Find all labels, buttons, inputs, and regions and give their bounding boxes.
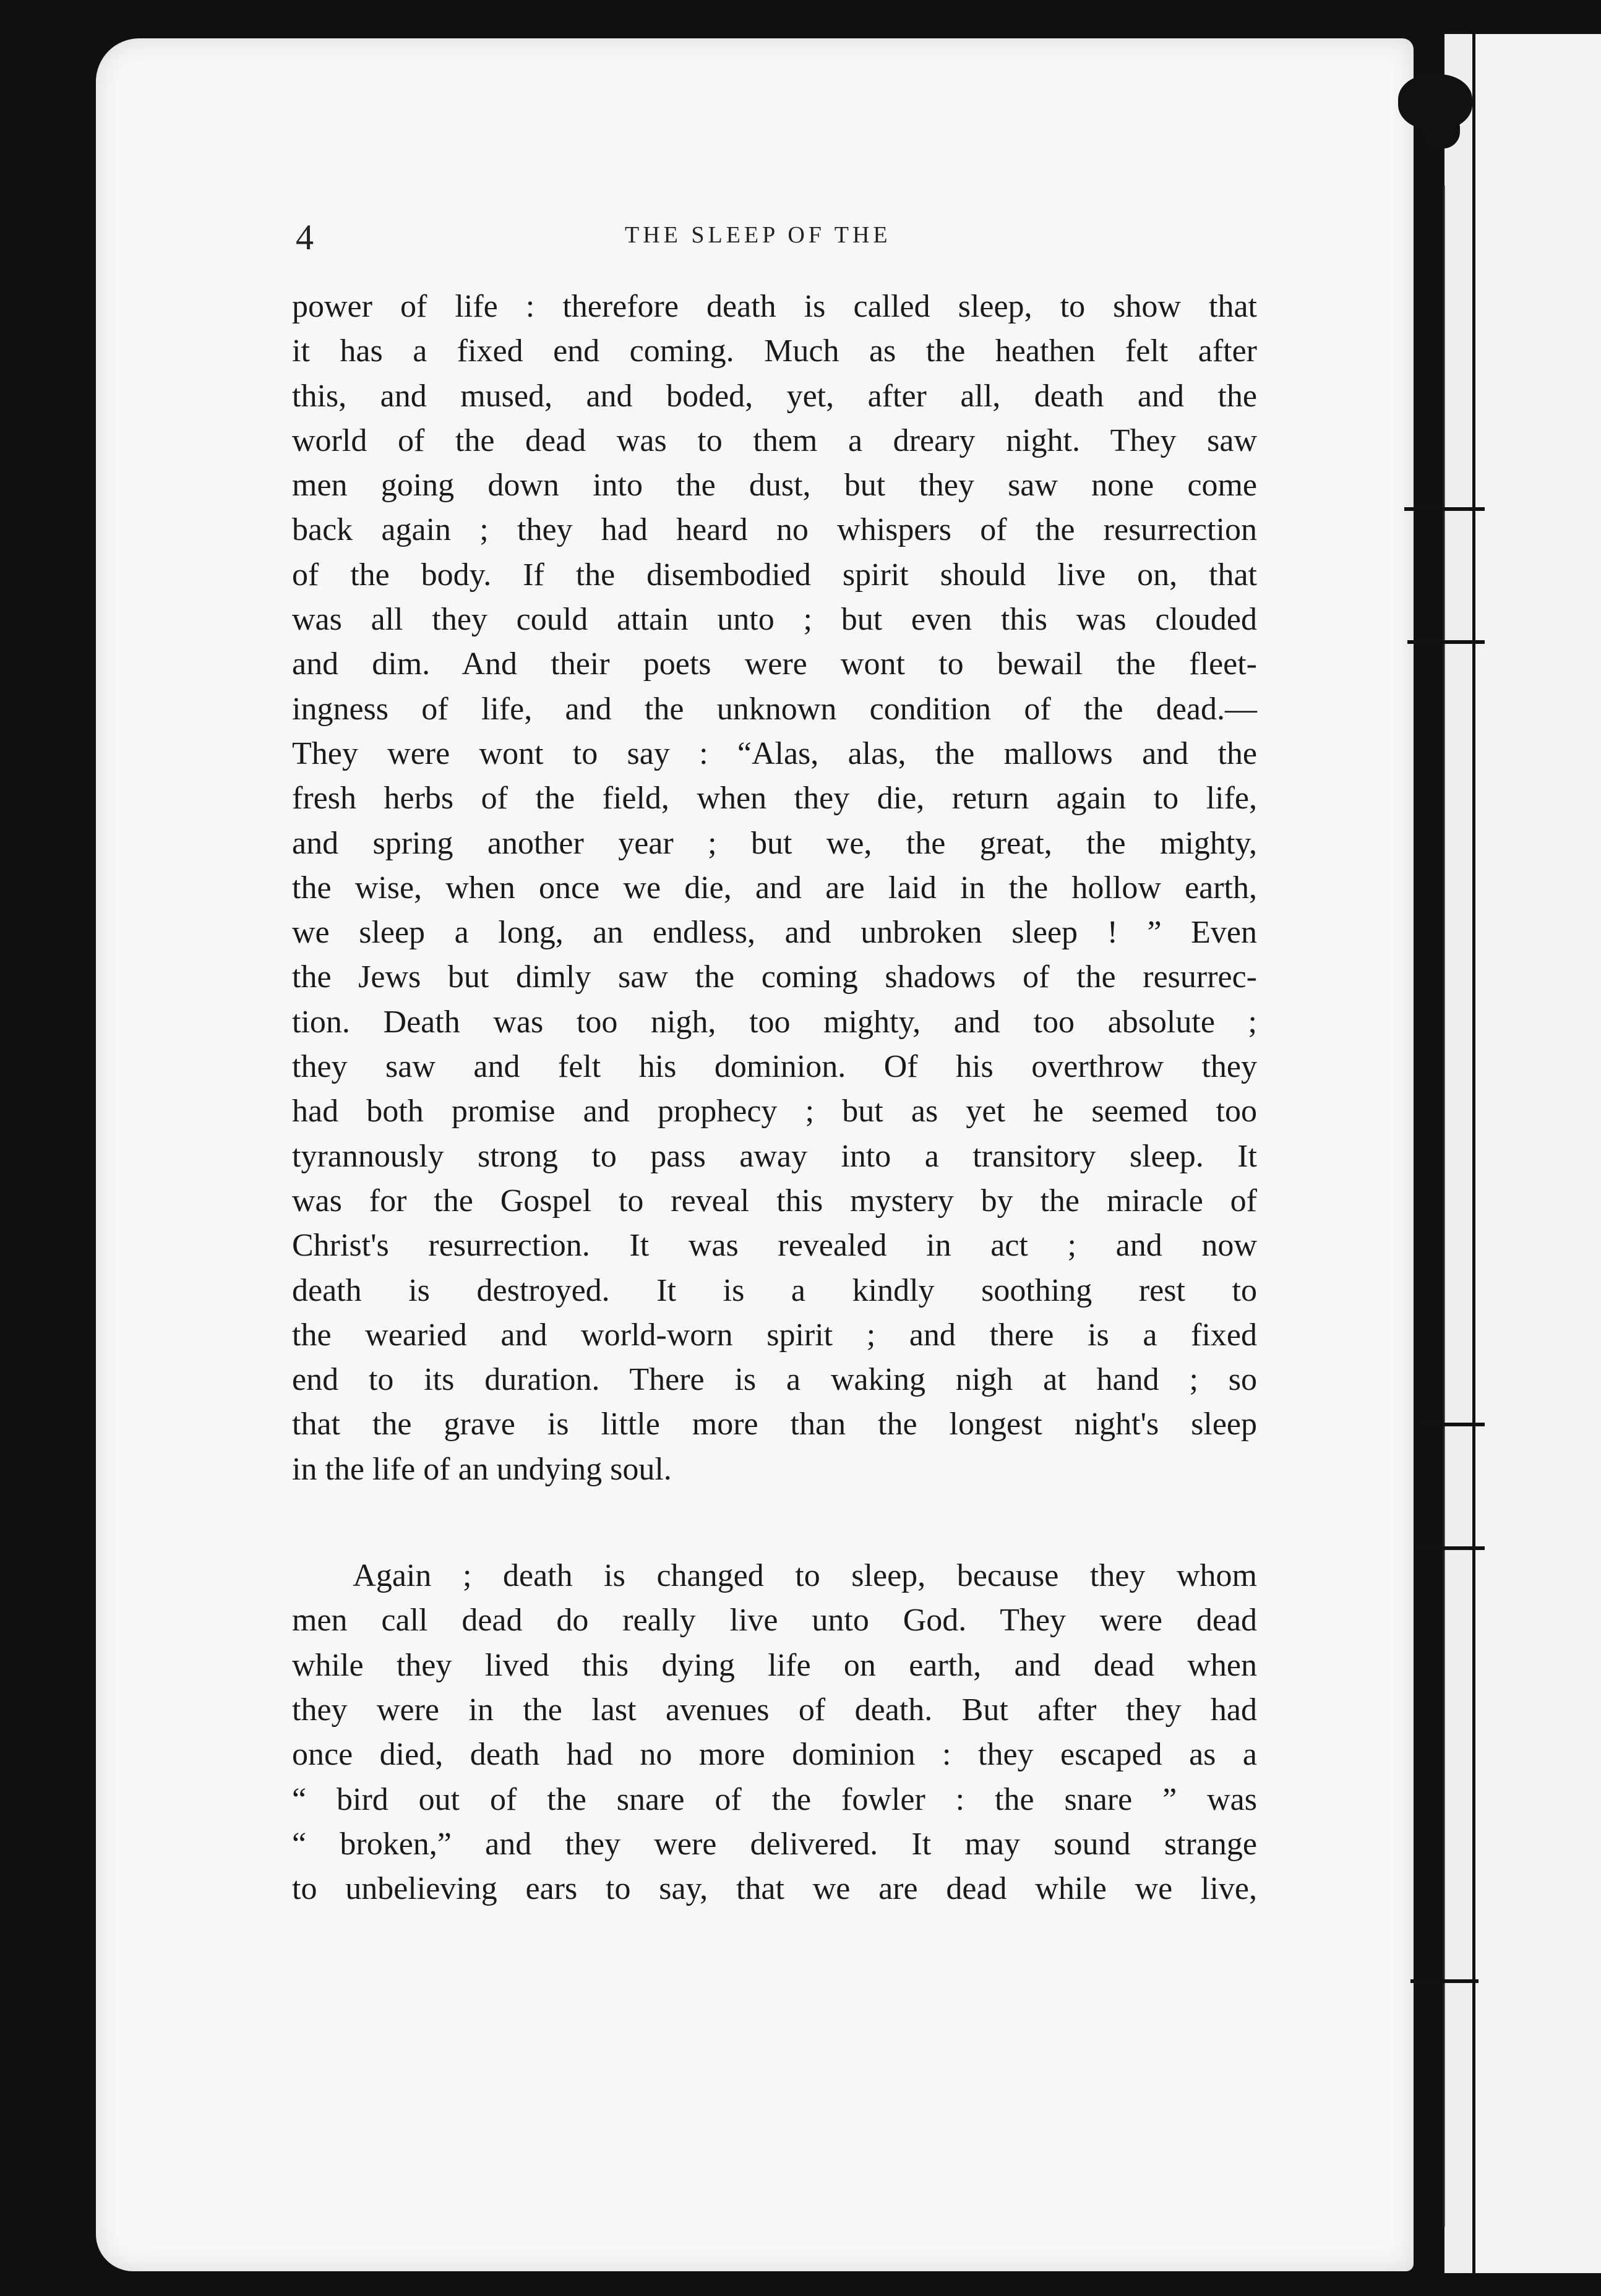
ink-blot xyxy=(1423,111,1460,148)
text-line: men going down into the dust, but they saw none come xyxy=(292,468,1257,503)
text-line: the wise, when once we die, and are laid in the hollow earth, xyxy=(292,870,1257,906)
page-number: 4 xyxy=(296,217,314,257)
adjacent-page-edge xyxy=(1475,34,1601,2273)
text-line: had both promise and prophecy ; but as yet he seemed too xyxy=(292,1094,1257,1129)
text-line: “ broken,” and they were delivered. It may sound strange xyxy=(292,1826,1257,1862)
binding-line xyxy=(1443,186,1445,2227)
text-line: while they lived this dying life on earth, and dead when xyxy=(292,1647,1257,1683)
text-line: we sleep a long, an endless, and unbroken sleep ! ” Even xyxy=(292,915,1257,951)
text-line: fresh herbs of the field, when they die, return again to life, xyxy=(292,781,1257,816)
text-line: death is destroyed. It is a kindly soothing rest to xyxy=(292,1272,1257,1308)
text-line: Again ; death is changed to sleep, because they whom xyxy=(292,1558,1257,1594)
text-line: tyrannously strong to pass away into a transitory sleep. It xyxy=(292,1138,1257,1174)
paragraph xyxy=(292,285,1257,1492)
text-line: once died, death had no more dominion : they escaped as a xyxy=(292,1737,1257,1773)
text-line: They were wont to say : “Alas, alas, the mallows and the xyxy=(292,735,1257,771)
text-line: in the life of an undying soul. xyxy=(292,1451,672,1487)
text-line: back again ; they had heard no whispers of the resurrection xyxy=(292,512,1257,548)
text-line: it has a fixed end coming. Much as the heathen felt after xyxy=(292,333,1257,369)
text-line: was for the Gospel to reveal this mystery by the miracle of xyxy=(292,1183,1257,1219)
text-line: power of life : therefore death is called sleep, to show that xyxy=(292,289,1257,324)
text-line: and spring another year ; but we, the great, the mighty, xyxy=(292,825,1257,861)
text-line: Christ's resurrection. It was revealed in act ; and now xyxy=(292,1228,1257,1264)
running-title: THE SLEEP OF THE xyxy=(625,222,891,248)
text-line: end to its duration. There is a waking nigh at hand ; so xyxy=(292,1362,1257,1398)
paragraph-gap xyxy=(292,1492,1257,1554)
body-text xyxy=(292,285,1257,1911)
text-line: was all they could attain unto ; but even this was clouded xyxy=(292,602,1257,638)
text-line: they saw and felt his dominion. Of his overthrow they xyxy=(292,1049,1257,1085)
binding-tick xyxy=(1414,1546,1485,1550)
paragraph xyxy=(292,1554,1257,1911)
page-gutter xyxy=(1444,34,1472,2273)
binding-tick xyxy=(1404,507,1485,511)
binding-tick xyxy=(1407,640,1485,644)
text-line: the Jews but dimly saw the coming shadows of the resurrec- xyxy=(292,959,1257,995)
text-line: ingness of life, and the unknown condition of the dead.— xyxy=(292,691,1257,727)
text-line: of the body. If the disembodied spirit should live on, that xyxy=(292,557,1257,593)
text-line: they were in the last avenues of death. But after they had xyxy=(292,1692,1257,1728)
text-line: to unbelieving ears to say, that we are dead while we live, xyxy=(292,1871,1257,1907)
page-header xyxy=(0,216,1601,257)
text-line: that the grave is little more than the longest night's sleep xyxy=(292,1407,1257,1442)
text-line: world of the dead was to them a dreary night. They saw xyxy=(292,422,1257,458)
text-line: tion. Death was too nigh, too mighty, and too absolute ; xyxy=(292,1004,1257,1040)
text-line: this, and mused, and boded, yet, after all, death and the xyxy=(292,378,1257,414)
text-line: men call dead do really live unto God. They were dead xyxy=(292,1603,1257,1638)
binding-tick xyxy=(1410,1979,1479,1983)
binding-tick xyxy=(1417,1423,1485,1426)
text-line: “ bird out of the snare of the fowler : the snare ” was xyxy=(292,1781,1257,1817)
text-line: and dim. And their poets were wont to bewail the fleet- xyxy=(292,646,1257,682)
text-line: the wearied and world-worn spirit ; and there is a fixed xyxy=(292,1317,1257,1353)
